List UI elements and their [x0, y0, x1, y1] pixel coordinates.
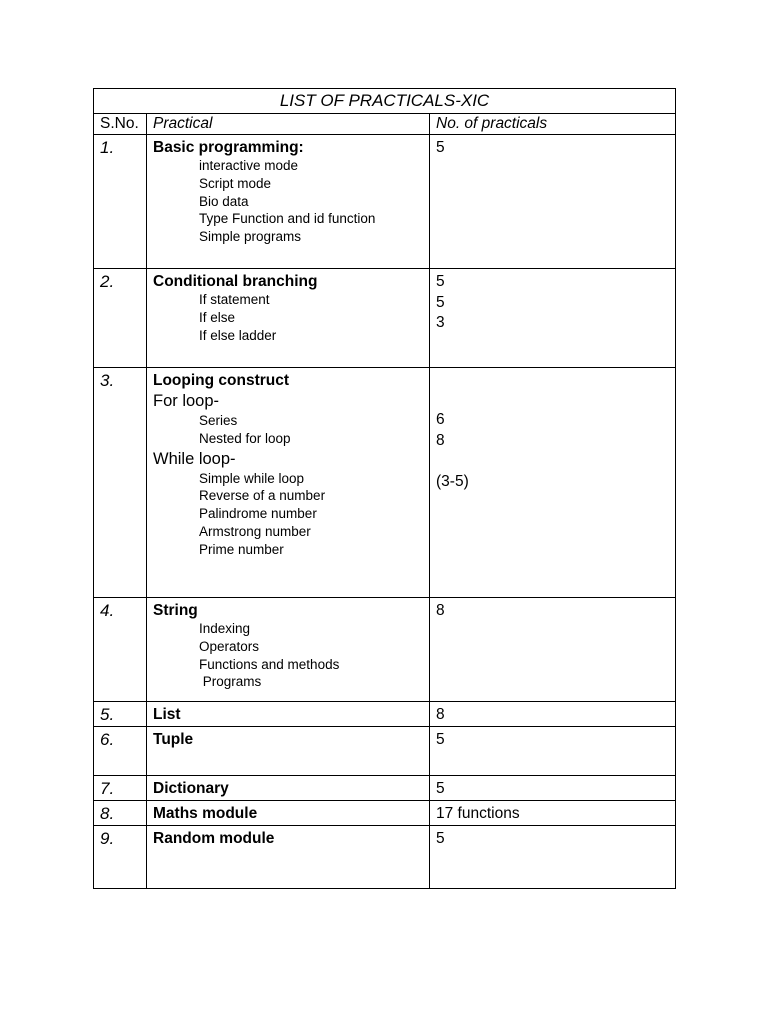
practical-count: 5	[436, 780, 445, 797]
practical-subitem: Nested for loop	[199, 430, 291, 446]
practical-subitem: Reverse of a number	[199, 488, 326, 504]
practical-heading: Basic programming:	[153, 139, 304, 156]
practical-subitem: Bio data	[199, 193, 249, 209]
row-number: 8.	[94, 801, 147, 826]
practical-cell	[147, 368, 430, 598]
practical-subitem: If else	[199, 309, 236, 325]
while-loop-label: While loop-	[153, 449, 236, 468]
practical-count: 8	[436, 706, 445, 723]
practical-cell	[147, 826, 430, 889]
table-row	[94, 776, 676, 801]
row-number: 2.	[94, 269, 147, 368]
table-row	[94, 135, 676, 269]
practical-count: (3-5)	[436, 473, 469, 490]
count-cell	[430, 776, 676, 801]
practical-subitem: interactive mode	[199, 158, 299, 173]
row-number: 6.	[94, 727, 147, 776]
count-cell	[430, 368, 676, 598]
practical-count: 8	[436, 431, 445, 449]
table-row	[94, 702, 676, 727]
header-row	[94, 114, 676, 135]
count-cell	[430, 135, 676, 269]
practical-subitem: Prime number	[199, 541, 284, 557]
practical-count: 5	[436, 293, 445, 311]
practical-heading: String	[153, 602, 198, 619]
row-number: 9.	[94, 826, 147, 889]
practical-subitem: If statement	[199, 292, 270, 307]
count-cell	[430, 702, 676, 727]
for-loop-label: For loop-	[153, 392, 220, 410]
practical-subitem: If else ladder	[199, 327, 277, 343]
practical-subitem: Programs	[199, 674, 262, 690]
header-count: No. of practicals	[430, 114, 676, 135]
practical-subitem: Simple while loop	[199, 470, 305, 486]
table-row	[94, 826, 676, 889]
practical-subitem: Armstrong number	[199, 523, 311, 539]
practical-subitem: Series	[199, 413, 238, 428]
practical-heading: Dictionary	[153, 780, 229, 797]
table-row	[94, 727, 676, 776]
practical-count: 8	[436, 602, 445, 619]
practical-count: 5	[436, 139, 445, 156]
practical-subitem: Operators	[199, 638, 260, 654]
practical-heading: Tuple	[153, 731, 194, 748]
practical-heading: Looping construct	[153, 372, 290, 389]
table-row	[94, 269, 676, 368]
count-cell	[430, 598, 676, 702]
header-practical: Practical	[147, 114, 430, 135]
practical-subitem: Functions and methods	[199, 656, 340, 672]
practical-cell	[147, 727, 430, 776]
practical-count: 3	[436, 314, 445, 331]
practical-subitem: Indexing	[199, 621, 251, 636]
practical-heading: List	[153, 706, 181, 723]
table-row	[94, 801, 676, 826]
row-number: 5.	[94, 702, 147, 727]
practical-cell	[147, 776, 430, 801]
header-sno: S.No.	[94, 114, 147, 135]
count-cell	[430, 727, 676, 776]
practical-count: 5	[436, 273, 445, 290]
row-number: 7.	[94, 776, 147, 801]
practical-heading: Conditional branching	[153, 273, 318, 290]
row-number: 3.	[94, 368, 147, 598]
practical-subitem: Script mode	[199, 175, 272, 191]
count-cell	[430, 269, 676, 368]
practical-cell	[147, 702, 430, 727]
practical-cell	[147, 801, 430, 826]
table-title: LIST OF PRACTICALS-XIC	[94, 89, 676, 114]
practical-cell	[147, 598, 430, 702]
practical-cell	[147, 269, 430, 368]
count-cell	[430, 801, 676, 826]
practical-heading: Maths module	[153, 805, 258, 822]
practical-cell	[147, 135, 430, 269]
row-number: 4.	[94, 598, 147, 702]
row-number: 1.	[94, 135, 147, 269]
practical-subitem: Palindrome number	[199, 506, 317, 522]
practical-count: 6	[436, 411, 445, 428]
practical-heading: Random module	[153, 830, 275, 847]
practical-subitem: Simple programs	[199, 229, 302, 245]
practicals-table	[93, 88, 676, 889]
practical-count: 5	[436, 731, 445, 748]
count-cell	[430, 826, 676, 889]
table-row	[94, 368, 676, 598]
practical-subitem: Type Function and id function	[199, 211, 376, 227]
title-row	[94, 89, 676, 114]
table-row	[94, 598, 676, 702]
practical-count: 5	[436, 830, 445, 847]
practical-count: 17 functions	[436, 805, 520, 822]
